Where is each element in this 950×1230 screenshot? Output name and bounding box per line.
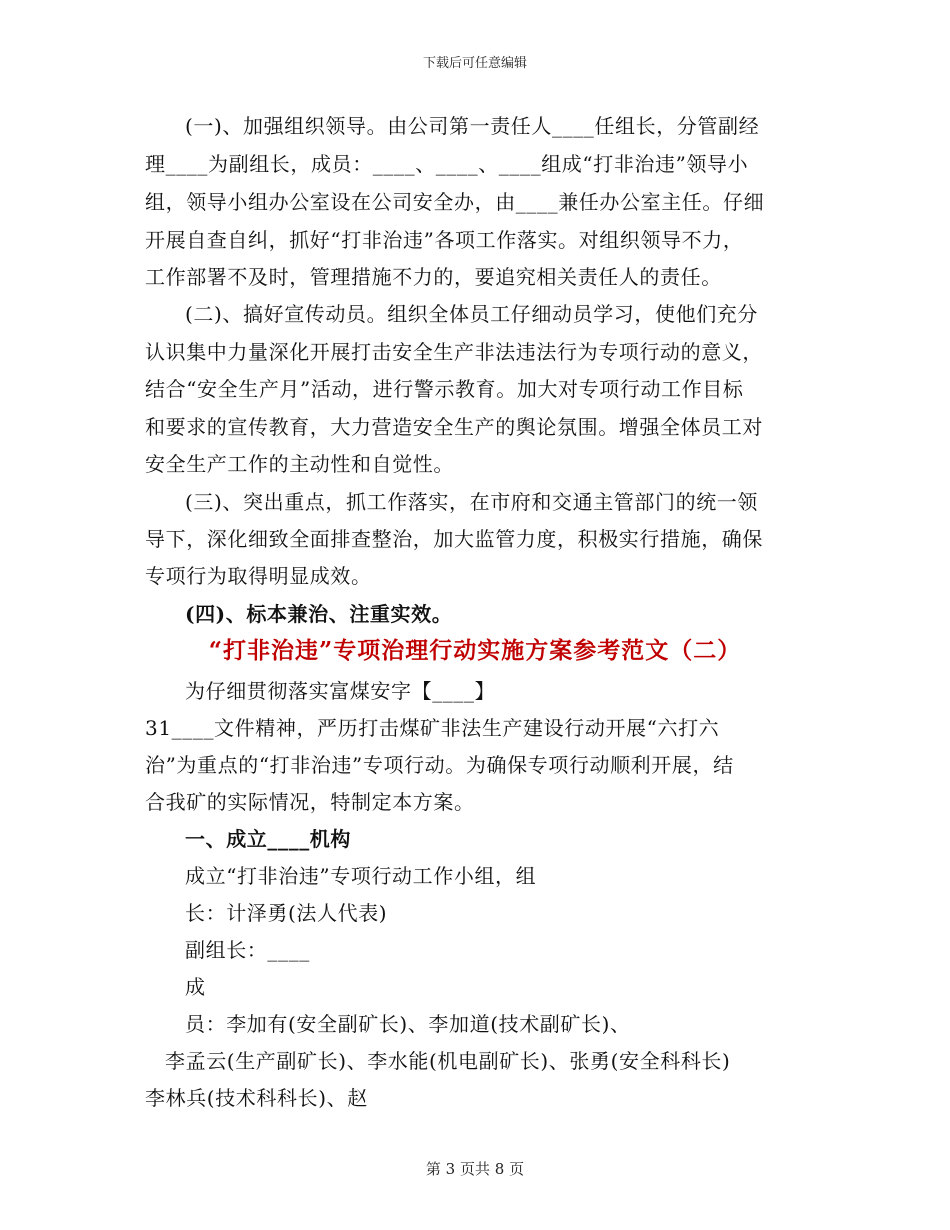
- paragraph-line: 长：计泽勇(法人代表): [185, 901, 388, 925]
- paragraph-line: 开展自查自纠，抓好“打非治违”各项工作落实。对组织领导不力，: [145, 228, 744, 252]
- paragraph-line: 认识集中力量深化开展打击安全生产非法违法行为专项行动的意义，: [145, 340, 763, 364]
- paragraph-line: (一)、加强组织领导。由公司第一责任人____任组长，分管副经: [185, 114, 760, 138]
- paragraph-line: 安全生产工作的主动性和自觉性。: [145, 452, 454, 476]
- paragraph-line: 导下，深化细致全面排查整治，加大监管力度，积极实行措施，确保: [145, 527, 763, 551]
- section-heading: (四)、标本兼治、注重实效。: [185, 602, 453, 626]
- page-footer: 第 3 页共 8 页: [425, 1160, 525, 1178]
- paragraph-line: (二)、搞好宣传动员。组织全体员工仔细动员学习，使他们充分: [185, 302, 759, 326]
- paragraph-line: 组，领导小组办公室设在公司安全办，由____兼任办公室主任。仔细: [145, 190, 765, 214]
- paragraph-line: 为仔细贯彻落实富煤安字【____】: [185, 679, 496, 703]
- paragraph-line: 员：李加有(安全副矿长)、李加道(技术副矿长)、: [185, 1012, 631, 1036]
- paragraph-line: 合我矿的实际情况，特制定本方案。: [145, 790, 475, 814]
- paragraph-line: 李孟云(生产副矿长)、李水能(机电副矿长)、张勇(安全科科长): [165, 1049, 731, 1073]
- paragraph-line: 和要求的宣传教育，大力营造安全生产的舆论氛围。增强全体员工对: [145, 415, 763, 439]
- paragraph-line: 治”为重点的“打非治违”专项行动。为确保专项行动顺利开展，结: [145, 753, 734, 777]
- paragraph-line: 31____文件精神，严历打击煤矿非法生产建设行动开展“六打六: [145, 716, 720, 740]
- paragraph-line: 李林兵(技术科科长)、赵: [145, 1086, 368, 1110]
- paragraph-line: (三)、突出重点，抓工作落实，在市府和交通主管部门的统一领: [185, 490, 759, 514]
- paragraph-line: 副组长：____: [185, 938, 310, 962]
- page-header: 下载后可任意编辑: [422, 56, 527, 71]
- section-heading: 一、成立____机构: [185, 827, 351, 851]
- paragraph-line: 工作部署不及时，管理措施不力的，要追究相关责任人的责任。: [145, 265, 722, 289]
- paragraph-line: 理____为副组长，成员：____、____、____组成“打非治违”领导小: [145, 152, 749, 176]
- paragraph-line: 专项行为取得明显成效。: [145, 564, 372, 588]
- paragraph-line: 成: [185, 975, 206, 999]
- document-title: “打非治违”专项治理行动实施方案参考范文（二）: [208, 637, 742, 664]
- paragraph-line: 结合“安全生产月”活动，进行警示教育。加大对专项行动工作目标: [145, 377, 744, 401]
- paragraph-line: 成立“打非治违”专项行动工作小组，组: [185, 864, 537, 888]
